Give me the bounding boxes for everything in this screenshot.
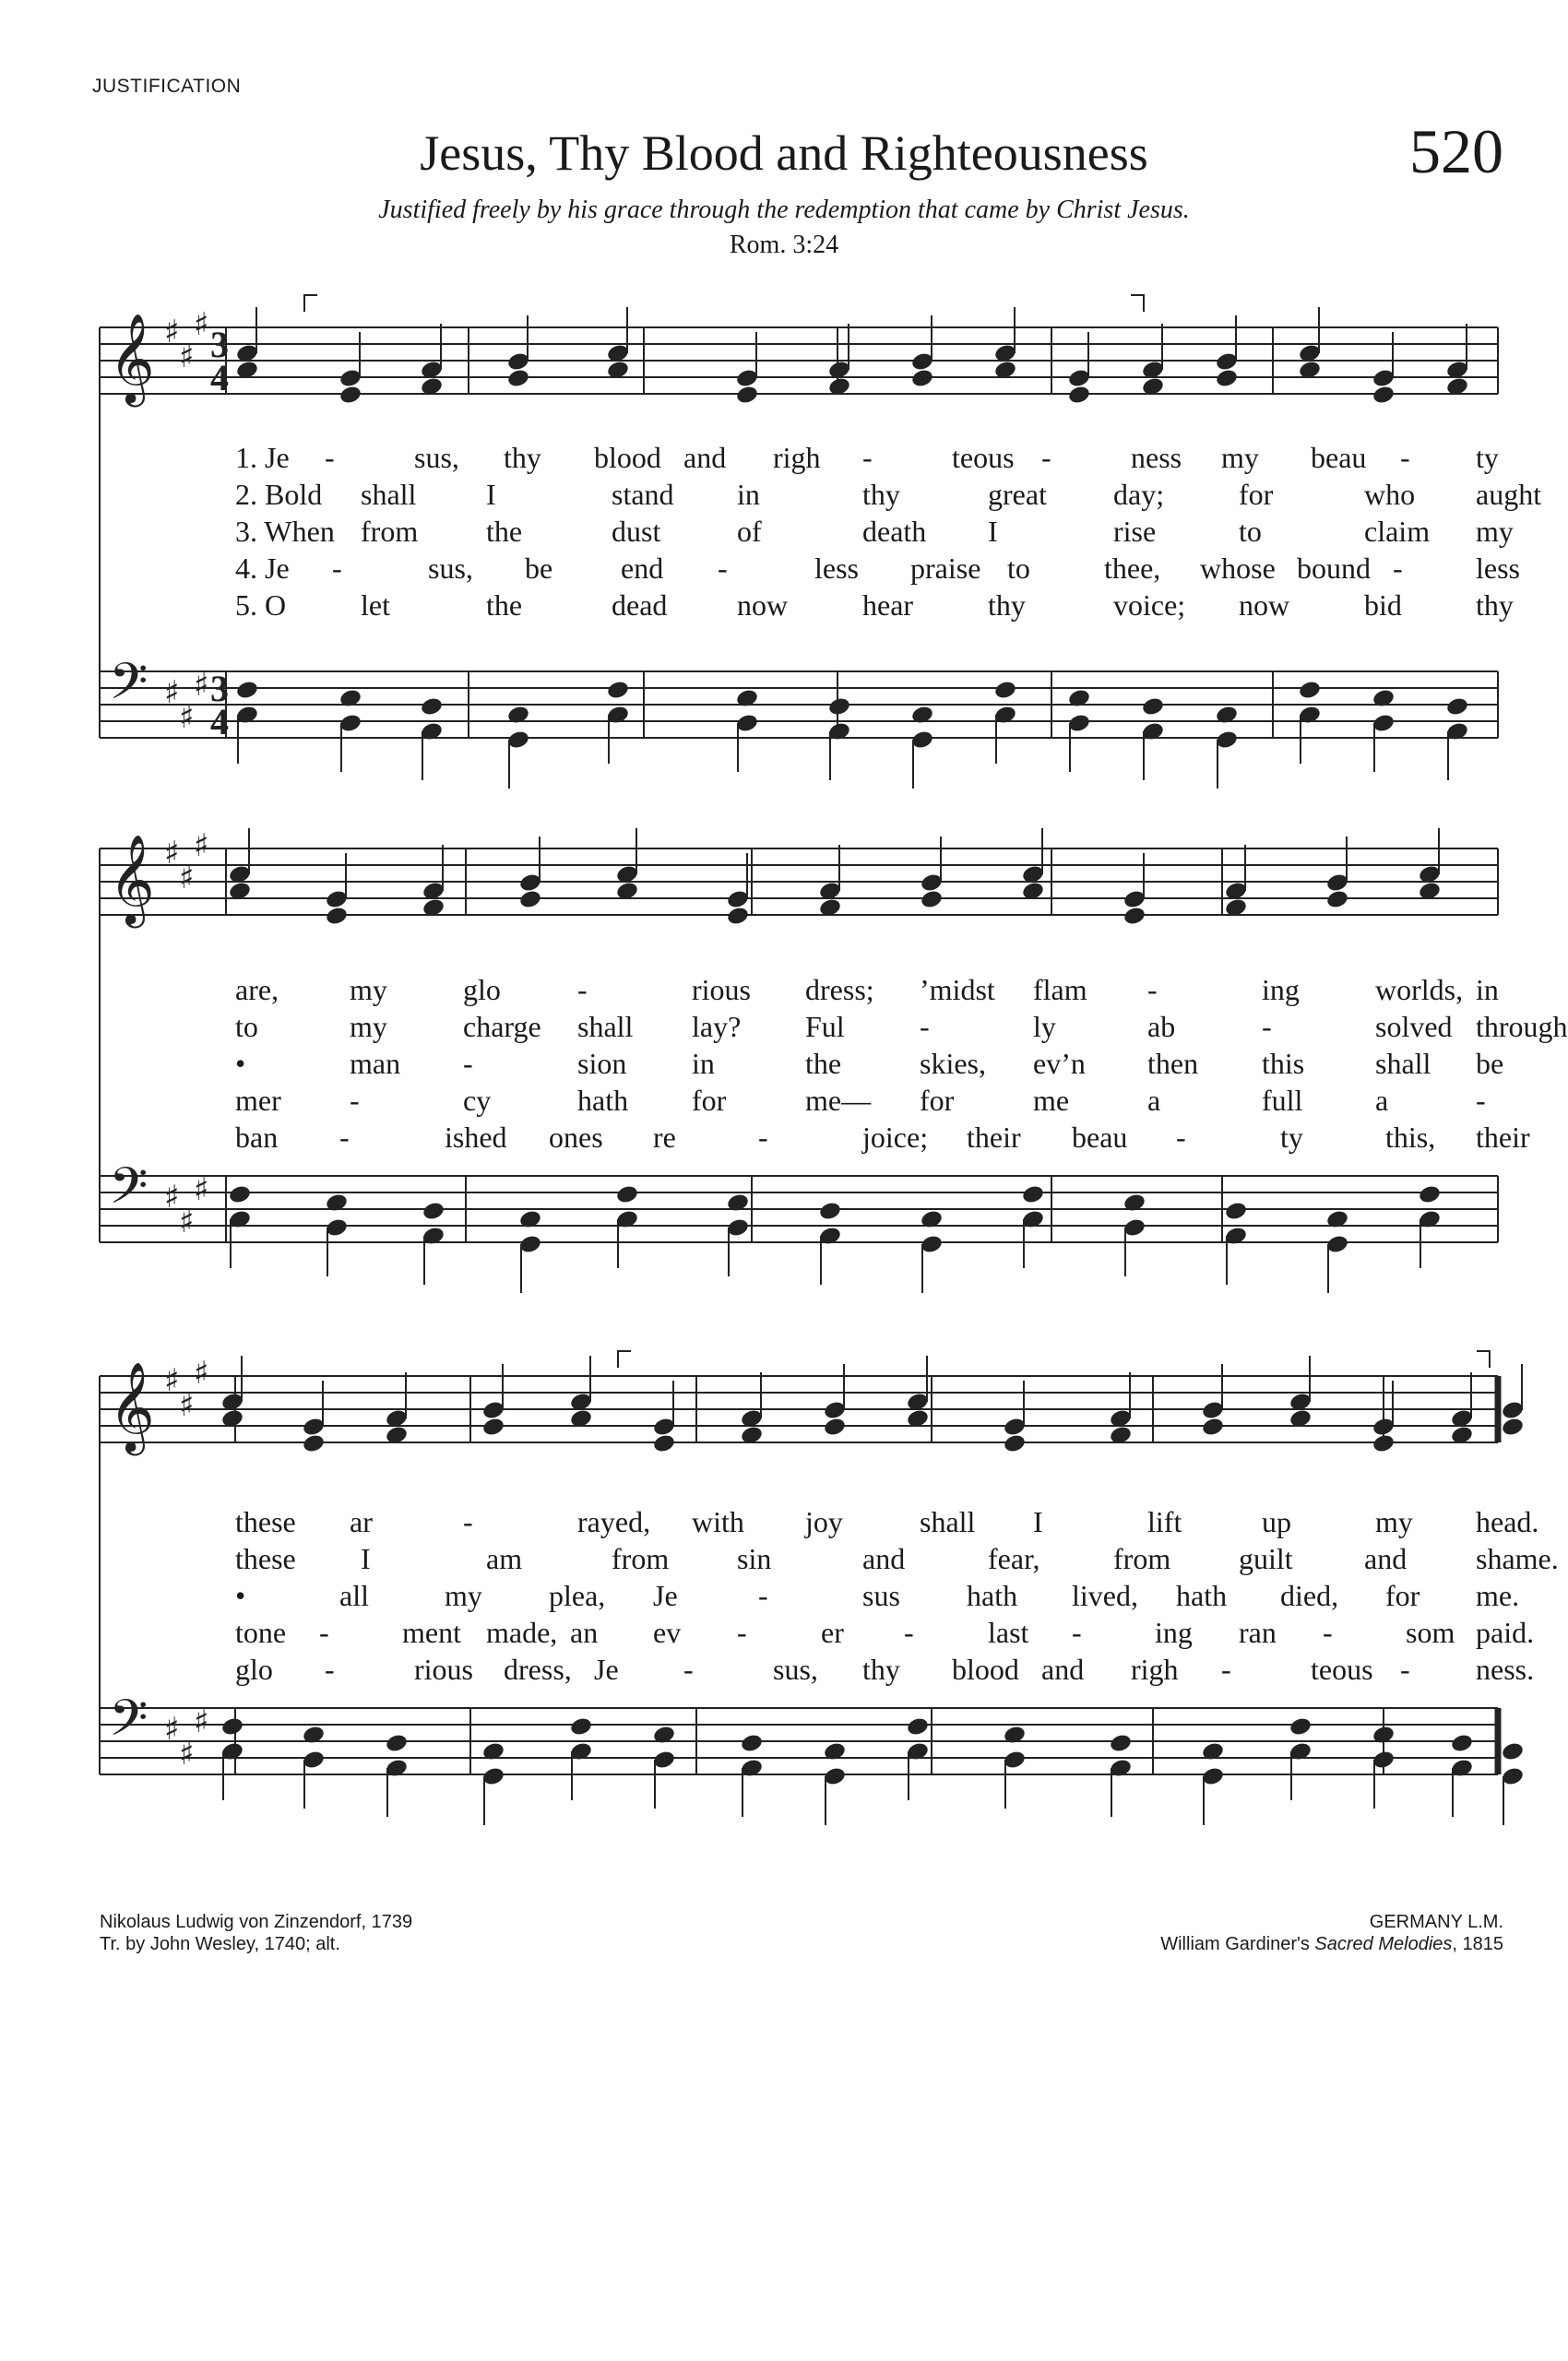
treble-note-head xyxy=(1123,906,1146,927)
treble-note-head xyxy=(1003,1433,1027,1454)
lyric-syllable: joice; xyxy=(862,1121,929,1154)
lyric-syllable: died, xyxy=(1280,1579,1339,1612)
lyric-syllable: fear, xyxy=(988,1542,1040,1575)
treble-note-head xyxy=(652,1433,676,1454)
sharp-key-signature: ♯ xyxy=(179,1736,195,1773)
section-label: JUSTIFICATION xyxy=(92,76,242,97)
treble-note-head xyxy=(1325,889,1349,910)
lyric-syllable: sin xyxy=(737,1542,772,1575)
phrase-bracket xyxy=(1477,1351,1490,1368)
lyric-syllable: ing xyxy=(1262,973,1300,1006)
lyric-syllable: me. xyxy=(1476,1579,1520,1612)
phrase-bracket xyxy=(618,1351,631,1368)
sharp-key-signature: ♯ xyxy=(164,674,180,711)
lyric-syllable: death xyxy=(862,515,927,548)
lyric-syllable: worlds, xyxy=(1375,973,1464,1006)
lyric-syllable: hath xyxy=(577,1084,629,1117)
lyric-syllable: blood xyxy=(594,441,661,474)
lyric-syllable: thee, xyxy=(1104,552,1161,585)
lyric-syllable: lived, xyxy=(1072,1579,1138,1612)
sharp-key-signature: ♯ xyxy=(194,306,209,343)
lyric-syllable: thy xyxy=(504,441,541,474)
lyric-syllable: and xyxy=(1364,1542,1408,1575)
lyric-syllable: and xyxy=(862,1542,906,1575)
phrase-bracket xyxy=(304,295,317,312)
lyric-syllable: all xyxy=(339,1579,369,1612)
lyric-syllable: solved xyxy=(1375,1010,1453,1043)
treble-note-head xyxy=(325,906,349,927)
time-signature-bottom: 4 xyxy=(210,701,229,742)
bass-note-head xyxy=(993,680,1017,701)
lyric-syllable: the xyxy=(486,515,523,548)
lyric-syllable: shall xyxy=(361,478,417,511)
lyric-syllable: and xyxy=(683,441,727,474)
lyric-syllable: hath xyxy=(1176,1579,1228,1612)
phrase-bracket xyxy=(1131,295,1144,312)
lyric-syllable: these xyxy=(235,1542,296,1575)
treble-clef: 𝄞 xyxy=(109,834,155,924)
lyric-syllable: paid. xyxy=(1476,1616,1535,1649)
lyric-syllable: head. xyxy=(1476,1505,1539,1538)
lyric-syllable: glo xyxy=(463,973,501,1006)
lyric-syllable: bid xyxy=(1364,588,1402,622)
lyric-syllable: in xyxy=(737,478,760,511)
treble-note-head xyxy=(339,385,362,406)
treble-clef: 𝄞 xyxy=(109,313,155,403)
lyric-syllable: - xyxy=(1393,552,1403,585)
bass-note-head xyxy=(1418,1184,1442,1205)
lyric-syllable: - xyxy=(683,1653,694,1686)
bass-note-head xyxy=(606,680,630,701)
lyric-syllable: my xyxy=(1476,515,1514,548)
lyric-syllable: skies, xyxy=(920,1047,986,1080)
lyric-syllable: mer xyxy=(235,1084,281,1117)
lyric-syllable: • xyxy=(235,1579,246,1612)
lyric-syllable: from xyxy=(1113,1542,1171,1575)
lyric-syllable: their xyxy=(967,1121,1021,1154)
treble-note-head xyxy=(506,368,530,389)
bass-note-head xyxy=(1109,1733,1133,1754)
lyric-syllable: sus, xyxy=(414,441,459,474)
lyric-syllable: 5. O xyxy=(235,588,287,622)
lyric-syllable: • xyxy=(235,1047,246,1080)
lyric-syllable: ty xyxy=(1280,1121,1303,1154)
treble-note-head xyxy=(735,385,759,406)
lyric-syllable: ness. xyxy=(1476,1653,1535,1686)
bass-note-head xyxy=(1021,1184,1045,1205)
lyric-syllable: a xyxy=(1375,1084,1389,1117)
treble-note-head xyxy=(1067,385,1091,406)
lyric-syllable: 1. Je xyxy=(235,441,290,474)
scripture-epigraph: Justified freely by his grace through the redemption that came by Christ Jesus. xyxy=(378,196,1190,224)
lyric-syllable: dress, xyxy=(504,1653,572,1686)
lyric-syllable: 3. When xyxy=(235,515,335,548)
lyric-syllable: - xyxy=(463,1505,473,1538)
bass-note-head xyxy=(1450,1733,1474,1754)
lyric-syllable: great xyxy=(988,478,1047,511)
lyric-syllable: dress; xyxy=(805,973,874,1006)
lyric-syllable: blood xyxy=(952,1653,1019,1686)
lyric-syllable: I xyxy=(1033,1505,1043,1538)
lyric-syllable: - xyxy=(1041,441,1051,474)
lyric-syllable: dust xyxy=(612,515,661,548)
lyric-syllable: ban xyxy=(235,1121,279,1154)
lyric-syllable: - xyxy=(1221,1653,1231,1686)
lyric-syllable: - xyxy=(758,1579,768,1612)
sharp-key-signature: ♯ xyxy=(179,338,195,375)
treble-note-head xyxy=(518,889,542,910)
lyric-syllable: day; xyxy=(1113,478,1165,511)
lyric-syllable: ar xyxy=(350,1505,373,1538)
treble-note-head xyxy=(910,368,934,389)
lyric-syllable: rious xyxy=(692,973,751,1006)
lyric-syllable: less xyxy=(814,552,859,585)
lyric-syllable: less xyxy=(1476,552,1520,585)
bass-note-head xyxy=(1141,696,1165,718)
bass-note-head xyxy=(1289,1716,1313,1738)
bass-note-head xyxy=(906,1716,930,1738)
lyric-syllable: Je xyxy=(653,1579,678,1612)
bass-note-head xyxy=(385,1733,409,1754)
lyric-syllable: righ xyxy=(773,441,821,474)
lyric-syllable: for xyxy=(920,1084,955,1117)
lyric-syllable: - xyxy=(737,1616,747,1649)
lyric-syllable: Ful xyxy=(805,1010,845,1043)
bass-note-head xyxy=(228,1184,252,1205)
lyric-syllable: me xyxy=(1033,1084,1070,1117)
lyric-syllable: from xyxy=(612,1542,670,1575)
lyric-syllable: - xyxy=(1476,1084,1486,1117)
lyric-syllable: ran xyxy=(1239,1616,1277,1649)
lyric-syllable: to xyxy=(1239,515,1262,548)
lyric-syllable: ’midst xyxy=(920,973,995,1006)
sharp-key-signature: ♯ xyxy=(179,860,195,896)
lyric-syllable: ness xyxy=(1131,441,1182,474)
lyric-syllable: for xyxy=(692,1084,727,1117)
lyric-syllable: sus, xyxy=(773,1653,818,1686)
lyric-syllable: my xyxy=(445,1579,482,1612)
lyric-syllable: shame. xyxy=(1476,1542,1559,1575)
lyric-syllable: thy xyxy=(988,588,1026,622)
lyric-syllable: - xyxy=(350,1084,360,1117)
lyric-syllable: dead xyxy=(612,588,668,622)
bass-note-head xyxy=(615,1184,639,1205)
lyric-syllable: beau xyxy=(1072,1121,1128,1154)
lyric-syllable: I xyxy=(486,478,496,511)
lyric-syllable: - xyxy=(758,1121,768,1154)
lyric-syllable: their xyxy=(1476,1121,1530,1154)
bass-clef: 𝄢 xyxy=(109,652,148,723)
bass-note-head xyxy=(420,696,444,718)
lyric-syllable: up xyxy=(1262,1505,1291,1538)
lyric-syllable: - xyxy=(325,1653,335,1686)
lyric-syllable: to xyxy=(1007,552,1030,585)
lyric-syllable: last xyxy=(988,1616,1029,1649)
sharp-key-signature: ♯ xyxy=(164,1362,180,1399)
lyric-syllable: plea, xyxy=(549,1579,606,1612)
treble-note-head xyxy=(481,1417,505,1438)
treble-note-head xyxy=(920,889,944,910)
sharp-key-signature: ♯ xyxy=(164,835,180,872)
bass-note-head xyxy=(422,1201,445,1222)
lyric-syllable: sus xyxy=(862,1579,900,1612)
lyric-syllable: righ xyxy=(1131,1653,1179,1686)
lyric-syllable: ab xyxy=(1147,1010,1176,1043)
lyric-syllable: - xyxy=(332,552,342,585)
bass-note-head xyxy=(235,680,259,701)
lyric-syllable: from xyxy=(361,515,419,548)
lyric-syllable: let xyxy=(361,588,390,622)
lyric-syllable: teous xyxy=(1311,1653,1373,1686)
lyric-syllable: ty xyxy=(1476,441,1499,474)
lyric-syllable: Je xyxy=(594,1653,619,1686)
bass-clef: 𝄢 xyxy=(109,1157,148,1228)
lyric-syllable: who xyxy=(1364,478,1416,511)
lyric-syllable: my xyxy=(1221,441,1259,474)
lyric-syllable: joy xyxy=(805,1505,843,1538)
lyric-syllable: claim xyxy=(1364,515,1431,548)
tune-credits xyxy=(1160,1911,1503,1955)
lyric-syllable: with xyxy=(692,1505,744,1538)
lyric-syllable: full xyxy=(1262,1084,1303,1117)
lyric-syllable: lift xyxy=(1147,1505,1182,1538)
lyric-syllable: aught xyxy=(1476,478,1542,511)
lyric-syllable: my xyxy=(350,973,387,1006)
lyric-syllable: tone xyxy=(235,1616,287,1649)
lyric-syllable: som xyxy=(1406,1616,1455,1649)
bass-note-head xyxy=(1501,1741,1525,1762)
lyric-syllable: ing xyxy=(1155,1616,1193,1649)
lyric-syllable: be xyxy=(1476,1047,1504,1080)
sharp-key-signature: ♯ xyxy=(179,699,195,736)
lyric-syllable: rious xyxy=(414,1653,473,1686)
treble-note-head xyxy=(1215,368,1239,389)
lyric-syllable: hath xyxy=(967,1579,1018,1612)
lyric-syllable: and xyxy=(1041,1653,1085,1686)
lyric-syllable: - xyxy=(718,552,728,585)
lyric-syllable: guilt xyxy=(1239,1542,1293,1575)
lyric-syllable: I xyxy=(361,1542,371,1575)
lyric-syllable: er xyxy=(821,1616,844,1649)
lyric-syllable: 2. Bold xyxy=(235,478,323,511)
lyric-syllable: be xyxy=(525,552,553,585)
lyric-syllable: - xyxy=(577,973,588,1006)
lyric-syllable: thy xyxy=(862,1653,900,1686)
lyric-syllable: - xyxy=(1072,1616,1082,1649)
lyric-syllable: the xyxy=(486,588,523,622)
lyric-syllable: of xyxy=(737,515,762,548)
lyric-syllable: for xyxy=(1239,478,1274,511)
lyric-syllable: an xyxy=(570,1616,599,1649)
sharp-key-signature: ♯ xyxy=(164,314,180,350)
lyric-syllable: - xyxy=(463,1047,473,1080)
lyric-syllable: - xyxy=(1147,973,1158,1006)
lyric-syllable: shall xyxy=(577,1010,634,1043)
lyric-syllable: re xyxy=(653,1121,676,1154)
lyric-syllable: flam xyxy=(1033,973,1087,1006)
sharp-key-signature: ♯ xyxy=(179,1204,195,1240)
lyric-syllable: - xyxy=(1400,441,1410,474)
lyric-syllable: in xyxy=(1476,973,1499,1006)
sharp-key-signature: ♯ xyxy=(164,1179,180,1216)
lyric-syllable: ones xyxy=(549,1121,603,1154)
lyric-syllable: the xyxy=(805,1047,842,1080)
lyric-syllable: sus, xyxy=(428,552,473,585)
bass-note-head xyxy=(569,1716,593,1738)
lyric-syllable: rise xyxy=(1113,515,1157,548)
lyric-syllable: end xyxy=(621,552,664,585)
lyric-syllable: 4. Je xyxy=(235,552,290,585)
author-credit: Nikolaus Ludwig von Zinzendorf, 1739 xyxy=(100,1912,413,1932)
lyric-syllable: shall xyxy=(920,1505,976,1538)
lyric-syllable: through xyxy=(1476,1010,1568,1043)
lyric-syllable: me— xyxy=(805,1084,872,1117)
lyric-syllable: man xyxy=(350,1047,401,1080)
lyric-syllable: this xyxy=(1262,1047,1305,1080)
bass-note-head xyxy=(1224,1201,1248,1222)
lyric-syllable: - xyxy=(920,1010,930,1043)
sharp-key-signature: ♯ xyxy=(194,827,209,864)
lyric-syllable: my xyxy=(1375,1505,1413,1538)
lyric-syllable: a xyxy=(1147,1084,1161,1117)
treble-note-head xyxy=(302,1433,326,1454)
lyric-syllable: - xyxy=(904,1616,914,1649)
lyric-syllable: now xyxy=(737,588,789,622)
lyric-syllable: whose xyxy=(1200,552,1276,585)
bass-clef: 𝄢 xyxy=(109,1689,148,1760)
treble-note-head xyxy=(1201,1417,1225,1438)
treble-note-head xyxy=(823,1417,847,1438)
lyric-syllable: stand xyxy=(612,478,674,511)
tune-name: GERMANY L.M. xyxy=(1369,1912,1503,1932)
lyric-syllable: this, xyxy=(1385,1121,1436,1154)
lyric-syllable: I xyxy=(988,515,998,548)
bass-note-head xyxy=(740,1733,764,1754)
treble-note-head xyxy=(1501,1417,1525,1438)
treble-clef: 𝄞 xyxy=(109,1361,155,1452)
bass-note-head xyxy=(818,1201,842,1222)
lyric-syllable: - xyxy=(1323,1616,1333,1649)
lyric-syllable: thy xyxy=(862,478,900,511)
lyric-syllable: - xyxy=(1262,1010,1272,1043)
lyric-syllable: rayed, xyxy=(577,1505,651,1538)
lyric-syllable: ev’n xyxy=(1033,1047,1086,1080)
lyric-syllable: - xyxy=(862,441,873,474)
lyric-syllable: bound xyxy=(1297,552,1371,585)
lyric-syllable: to xyxy=(235,1010,258,1043)
lyric-syllable: thy xyxy=(1476,588,1514,622)
time-signature-bottom: 4 xyxy=(210,357,229,398)
sharp-key-signature: ♯ xyxy=(179,1387,195,1424)
sharp-key-signature: ♯ xyxy=(194,667,209,704)
lyric-syllable: beau xyxy=(1311,441,1367,474)
lyric-syllable: these xyxy=(235,1505,296,1538)
lyric-syllable: - xyxy=(319,1616,329,1649)
lyric-syllable: shall xyxy=(1375,1047,1431,1080)
text-credits xyxy=(100,1911,412,1955)
hymn-number: 520 xyxy=(1409,116,1503,186)
lyric-syllable: - xyxy=(1400,1653,1410,1686)
bass-note-head xyxy=(220,1716,244,1738)
lyric-syllable: are, xyxy=(235,973,279,1006)
sharp-key-signature: ♯ xyxy=(164,1711,180,1748)
lyric-syllable: ment xyxy=(402,1616,461,1649)
lyric-syllable: in xyxy=(692,1047,715,1080)
scripture-reference: Rom. 3:24 xyxy=(729,231,839,259)
lyric-syllable: lay? xyxy=(692,1010,742,1043)
lyric-syllable: glo xyxy=(235,1653,273,1686)
time-signature-top: 3 xyxy=(210,668,229,709)
bass-note-head xyxy=(1445,696,1469,718)
lyric-syllable: made, xyxy=(486,1616,558,1649)
time-signature-top: 3 xyxy=(210,324,229,365)
sharp-key-signature: ♯ xyxy=(194,1355,209,1392)
lyric-syllable: sion xyxy=(577,1047,627,1080)
lyric-syllable: voice; xyxy=(1113,588,1186,622)
lyric-syllable: charge xyxy=(463,1010,541,1043)
lyric-syllable: - xyxy=(1176,1121,1186,1154)
bass-note-head xyxy=(1298,680,1322,701)
translator-credit: Tr. by John Wesley, 1740; alt. xyxy=(100,1934,340,1954)
lyric-syllable: for xyxy=(1385,1579,1420,1612)
lyric-syllable: hear xyxy=(862,588,914,622)
lyric-syllable: my xyxy=(350,1010,387,1043)
tune-source: William Gardiner's Sacred Melodies, 1815 xyxy=(1160,1934,1503,1954)
treble-note-head xyxy=(726,906,750,927)
bass-note-head xyxy=(827,696,851,718)
lyric-syllable: - xyxy=(325,441,335,474)
treble-note-head xyxy=(1372,385,1396,406)
hymn-title: Jesus, Thy Blood and Righteousness xyxy=(420,125,1148,181)
treble-note-head xyxy=(1372,1433,1396,1454)
lyric-syllable: now xyxy=(1239,588,1290,622)
lyric-syllable: ished xyxy=(445,1121,507,1154)
lyric-syllable: - xyxy=(339,1121,350,1154)
lyric-syllable: then xyxy=(1147,1047,1199,1080)
lyric-syllable: ly xyxy=(1033,1010,1056,1043)
sharp-key-signature: ♯ xyxy=(194,1171,209,1208)
lyric-syllable: ev xyxy=(653,1616,682,1649)
lyric-syllable: am xyxy=(486,1542,523,1575)
lyric-syllable: praise xyxy=(910,552,981,585)
lyric-syllable: cy xyxy=(463,1084,492,1117)
sharp-key-signature: ♯ xyxy=(194,1703,209,1740)
lyric-syllable: teous xyxy=(952,441,1015,474)
